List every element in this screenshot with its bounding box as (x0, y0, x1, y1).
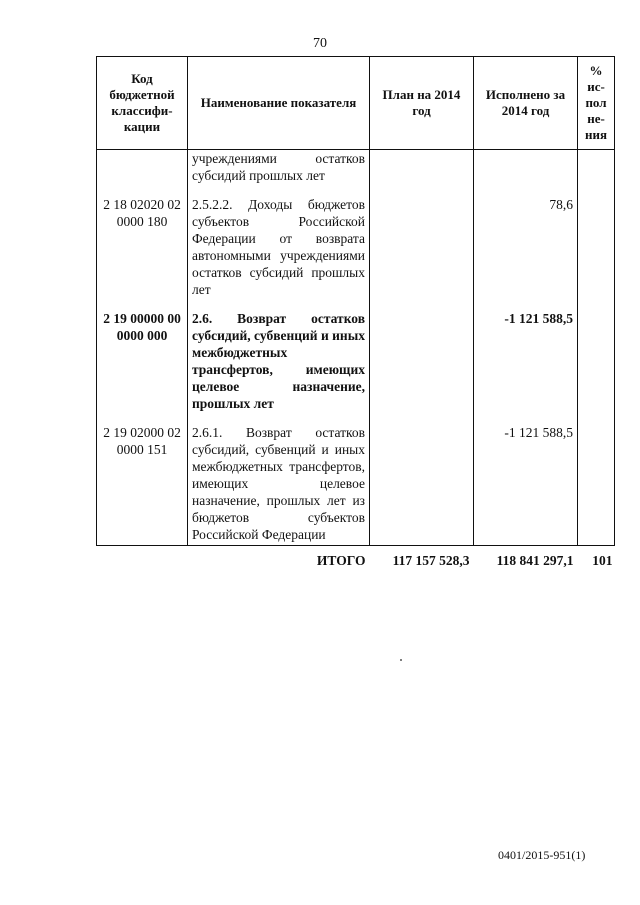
table-row (97, 412, 615, 546)
table-header-row (97, 57, 615, 150)
row-code: 2 18 02020 02 0000 180 (97, 184, 188, 298)
row-plan (370, 184, 474, 298)
header-done: Исполнено за 2014 год (474, 57, 578, 150)
row-plan (370, 150, 474, 185)
budget-table (96, 56, 615, 569)
row-name: 2.6. Возврат остатков субсидий, субвенций и иных межбюджетных трансфертов, имеющих целевое назначение, прошлых лет (188, 298, 370, 412)
row-done: -1 121 588,5 (474, 298, 578, 412)
row-done: -1 121 588,5 (474, 412, 578, 546)
page-number: 70 (313, 36, 327, 51)
row-pct (578, 184, 615, 298)
row-code: 2 19 02000 02 0000 151 (97, 412, 188, 546)
row-plan (370, 298, 474, 412)
row-done: 78,6 (474, 184, 578, 298)
row-plan (370, 412, 474, 546)
header-plan: План на 2014 год (370, 57, 474, 150)
row-name: 2.5.2.2. Доходы бюджетов субъектов Российской Федерации от возврата автономными учреждениями остатков субсидий прошлых лет (188, 184, 370, 298)
row-name: 2.6.1. Возврат остатков субсидий, субвенций и иных межбюджетных трансфертов, имеющих целевое назначение, прошлых лет из бюджетов субъектов Российской Федерации (188, 412, 370, 546)
footer-code: 0401/2015-951(1) (498, 848, 586, 862)
total-plan: 117 157 528,3 (392, 553, 470, 568)
total-done: 118 841 297,1 (496, 553, 574, 568)
total-spacer (97, 546, 188, 570)
header-pct: % ис-пол не-ния (578, 57, 615, 150)
row-pct (578, 298, 615, 412)
scan-speck (400, 659, 402, 661)
row-name: учреждениями остатков субсидий прошлых лет (188, 150, 370, 185)
total-row (97, 546, 615, 570)
table-row (97, 184, 615, 298)
total-pct: 101 (592, 553, 613, 568)
row-code (97, 150, 188, 185)
row-done (474, 150, 578, 185)
header-code: Код бюджетной классифи-кации (97, 57, 188, 150)
table-row (97, 298, 615, 412)
row-code: 2 19 00000 00 0000 000 (97, 298, 188, 412)
row-pct (578, 150, 615, 185)
row-pct (578, 412, 615, 546)
total-label: ИТОГО (316, 553, 366, 568)
table-row (97, 150, 615, 185)
header-name: Наименование показателя (188, 57, 370, 150)
